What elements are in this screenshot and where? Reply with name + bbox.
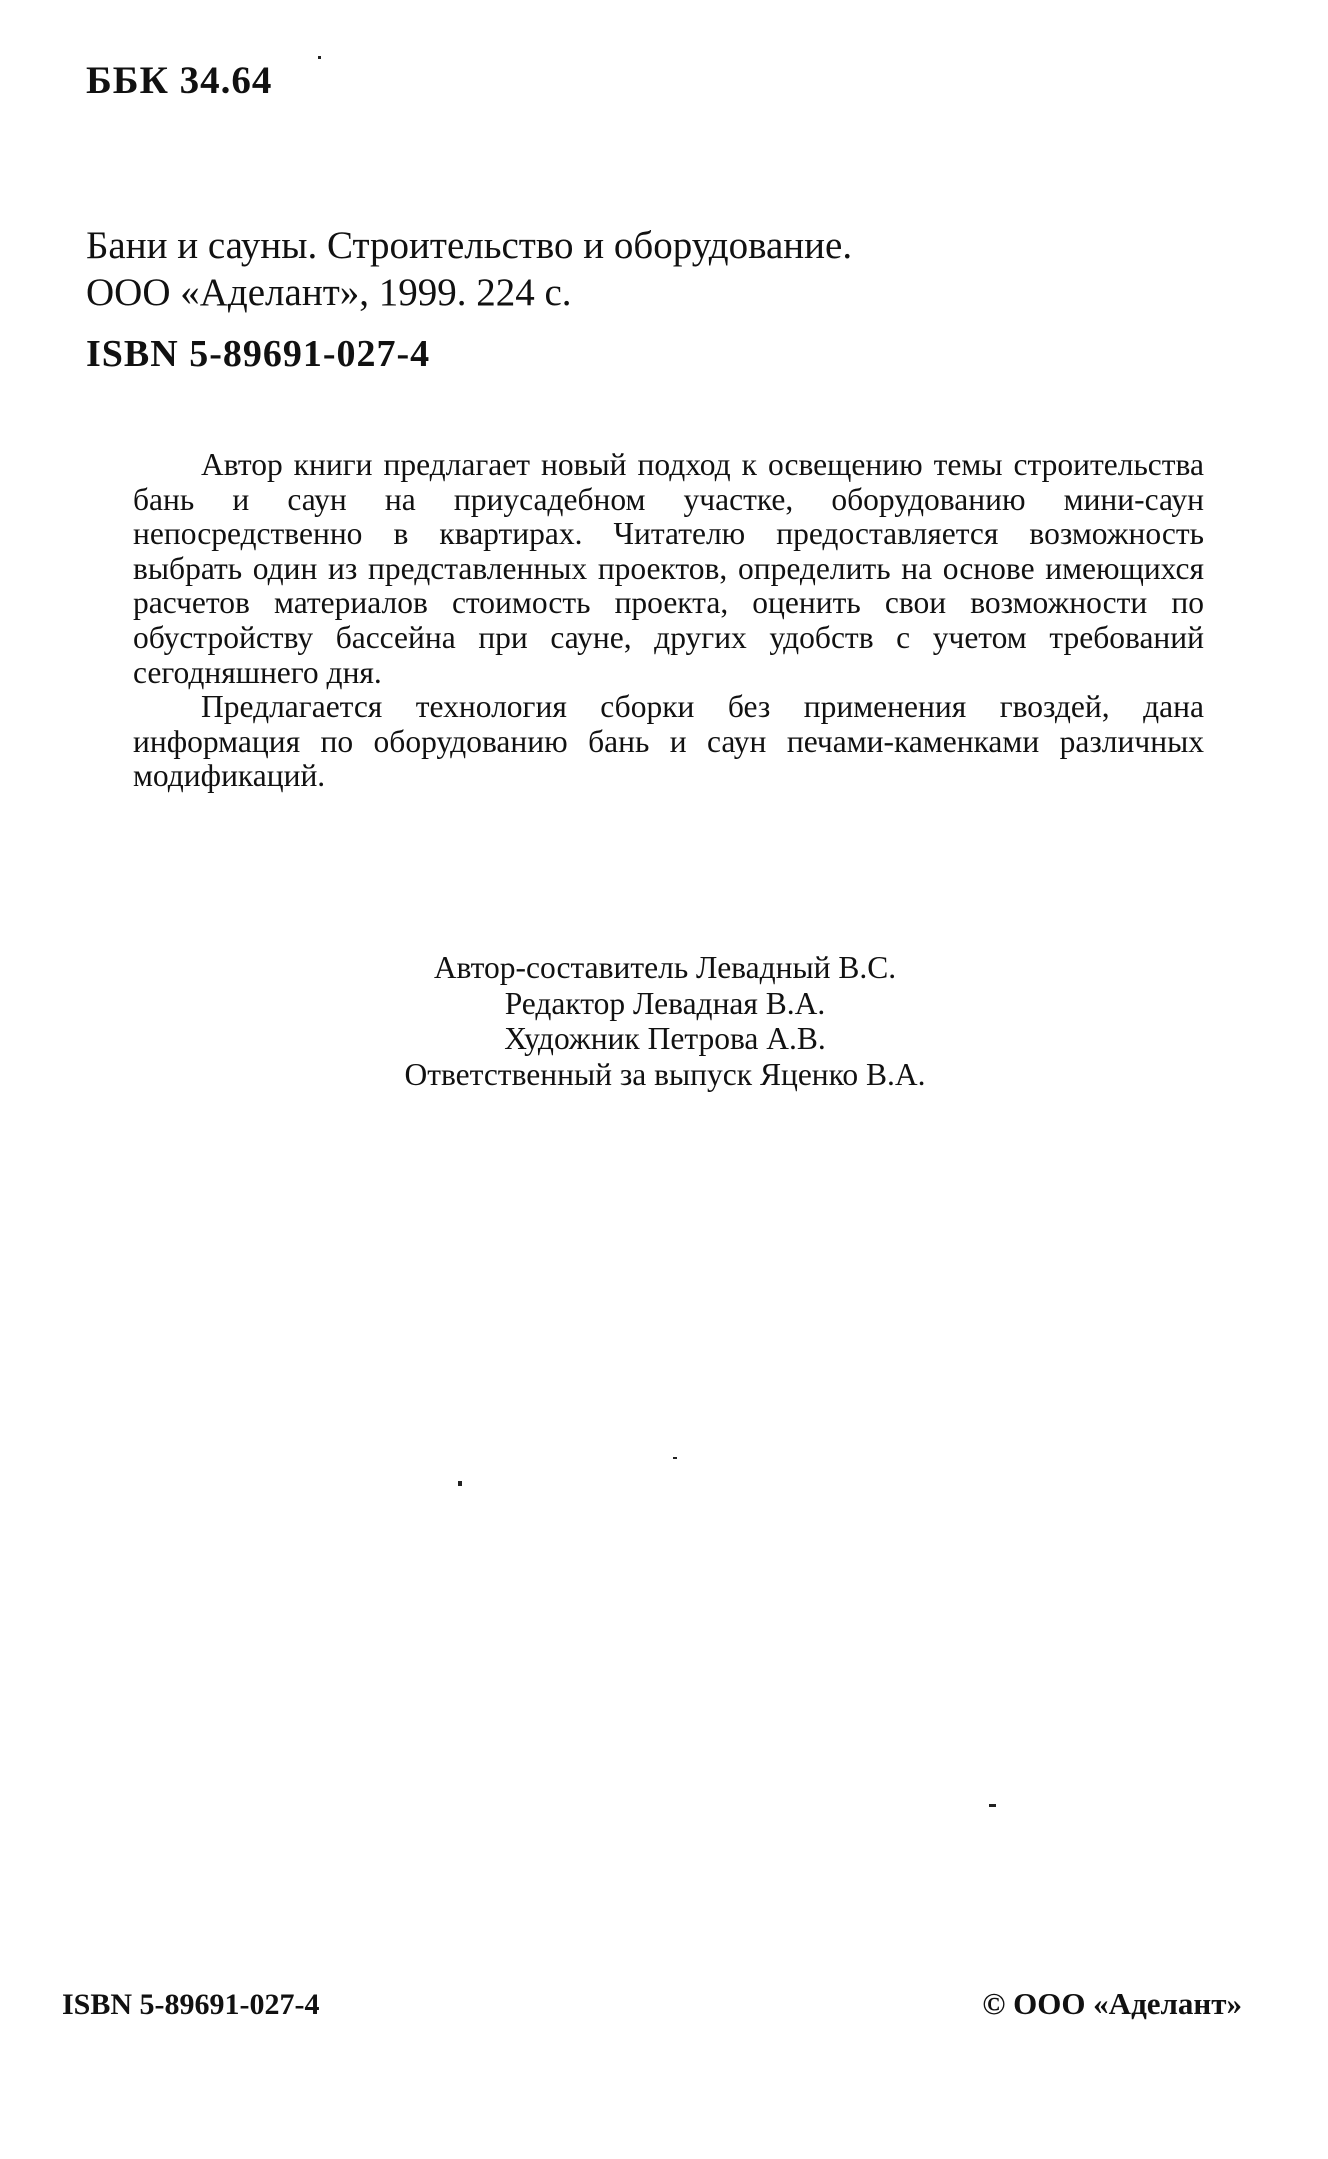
scan-speck <box>673 1457 677 1459</box>
bibliographic-title-line: Бани и сауны. Строительство и оборудование. <box>86 224 853 267</box>
annotation <box>133 448 1204 794</box>
isbn-bottom: ISBN 5-89691-027-4 <box>62 1988 320 2021</box>
scan-speck <box>318 56 321 59</box>
credits-block <box>300 950 1030 1092</box>
bibliographic-description <box>86 222 852 316</box>
bibliographic-publisher-line: ООО «Аделант», 1999. 224 с. <box>86 271 572 314</box>
scan-speck <box>989 1804 996 1807</box>
isbn-top: ISBN 5-89691-027-4 <box>86 333 431 375</box>
credit-artist: Художник Петрова А.В. <box>504 1021 826 1056</box>
credit-editor: Редактор Левадная В.А. <box>504 985 826 1021</box>
credit-author: Автор-составитель Левадный В.С. <box>433 950 897 985</box>
annotation-paragraph-1: Автор книги предлагает новый подход к освещению темы строительства бань и саун на приусадебном участке, оборудованию мини-саун непосредственно в квартирах. Читателю предоставляется возможность выбрать один из представленных проектов, определить на основе имеющихся расчетов материалов стоимость проекта, оценить свои возможности по обустройству бассейна при сауне, других удобств с учетом требований сегодняшнего дня. <box>133 447 1204 690</box>
annotation-paragraph-2: Предлагается технология сборки без применения гвоздей, дана информация по оборудованию бань и саун печами-каменками различных модификаций. <box>133 689 1204 794</box>
credit-responsible: Ответственный за выпуск Яценко В.А. <box>404 1056 926 1092</box>
scan-speck <box>458 1481 462 1486</box>
copyright-notice: © ООО «Аделант» <box>982 1986 1242 2021</box>
bbk-code: ББК 34.64 <box>86 59 273 102</box>
